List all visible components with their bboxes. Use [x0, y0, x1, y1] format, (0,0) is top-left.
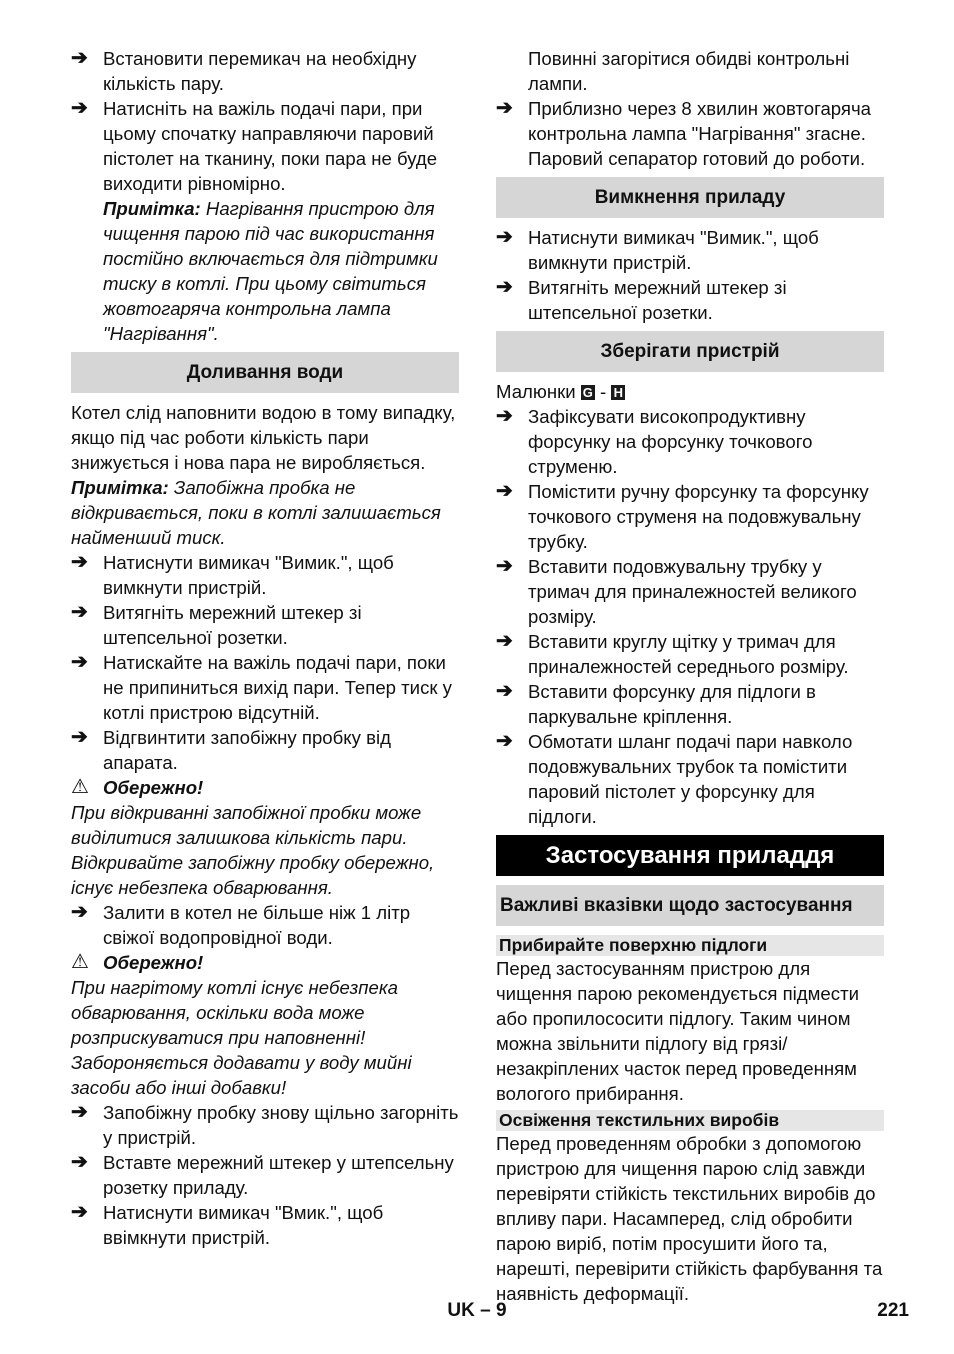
arrow-icon: ➔: [496, 630, 513, 652]
list-item: ➔ Натиснути вимикач "Вмик.", щоб ввімкнути пристрій.: [71, 1201, 384, 1248]
list-item: ➔ Натисніть на важіль подачі пари, при цьому спочатку направляючи паровий пістолет на тканину, поки пара не буде виходити рівномірно. Примітка: Нагрівання пристрою для чищення парою під час використання постійно включається для підтримки тиску в котлі. При цьому світиться жовтогаряча контрольна лампа "Нагрівання".: [71, 96, 459, 346]
list-item: ➔ Запобіжну пробку знову щільно загорніть у пристрій.: [71, 1101, 459, 1148]
paragraph: Перед застосуванням пристрою для чищення парою рекомендується підмести або пропилососити підлогу. Таким чином можна звільнити підлогу від грязі/ незакріплених часток перед проведенням вологого прибирання.: [496, 958, 859, 1104]
paragraph: Перед проведенням обробки з допомогою пристрою для чищення парою слід завжди перевіряти стійкість текстильних виробів до впливу пари. Насамперед, слід обробити парою виріб, потім просушити його та, нарешті, перевірити стійкість фарбування та наявність деформації.: [496, 1133, 883, 1304]
list-item: ➔ Відгвинтити запобіжну пробку від апарата.: [71, 726, 391, 773]
figure-g-badge: G: [582, 385, 593, 400]
arrow-icon: ➔: [71, 726, 88, 748]
section-heading-important: Важливі вказівки щодо застосування: [496, 885, 884, 926]
list-item: ➔ Помістити ручну форсунку та форсунку точкового струменя на подовжувальну трубку.: [496, 480, 869, 552]
arrow-icon: ➔: [496, 97, 513, 119]
footer-page-number: 221: [877, 1300, 909, 1321]
arrow-icon: ➔: [71, 901, 88, 923]
arrow-icon: ➔: [71, 1101, 88, 1123]
list-item: ➔ Натиснути вимикач "Вимик.", щоб вимкнути пристрій.: [71, 551, 394, 598]
note: Примітка: Запобіжна пробка не відкривається, поки в котлі залишається найменший тиск.: [71, 477, 441, 548]
list-item: ➔ Встановити перемикач на необхідну кількість пару.: [71, 47, 417, 94]
figure-h-badge: H: [611, 385, 625, 400]
warning-icon: ⚠: [71, 776, 89, 798]
warning-icon: ⚠: [71, 951, 89, 973]
list-item: ➔ Вставити форсунку для підлоги в паркувальне кріплення.: [496, 680, 816, 727]
list-item: ➔ Вставити подовжувальну трубку у тримач для приналежностей великого розміру.: [496, 555, 857, 627]
list-item: ➔ Залити в котел не більше ніж 1 літр свіжої водопровідної води.: [71, 901, 411, 948]
list-item: ➔ Витягніть мережний штекер зі штепсельної розетки.: [71, 601, 362, 648]
left-column: [71, 46, 459, 1250]
arrow-icon: ➔: [496, 405, 513, 427]
paragraph: Котел слід наповнити водою в тому випадку, якщо під час роботи кількість пари знижується і нова пара не виробляється.: [71, 402, 456, 473]
right-column: [496, 46, 884, 1306]
warning-text: При відкриванні запобіжної пробки може виділитися залишкова кількість пари. Відкривайте запобіжну пробку обережно, існує небезпека обварювання.: [71, 802, 435, 898]
list-item: ➔ Витягніть мережний штекер зі штепсельної розетки.: [496, 276, 787, 323]
arrow-icon: ➔: [71, 1201, 88, 1223]
section-heading-off: Вимкнення приладу: [496, 177, 884, 218]
list-item: ➔ Приблизно через 8 хвилин жовтогаряча контрольна лампа "Нагрівання" згасне. Паровий сепаратор готовий до роботи.: [496, 97, 872, 169]
list-item: ➔ Вставте мережний штекер у штепсельну розетку приладу.: [71, 1151, 454, 1198]
subheading-textile: Освіження текстильних виробів: [496, 1110, 884, 1131]
chapter-heading-accessories: Застосування приладдя: [496, 835, 884, 876]
warning-text: При нагрітому котлі існує небезпека обварювання, оскільки вода може розприскуватися при наповненні! Забороняється додавати у воду мийні засоби або інші добавки!: [71, 977, 412, 1098]
warning-heading: ⚠ Обережно!: [71, 776, 204, 798]
arrow-icon: ➔: [496, 730, 513, 752]
section-heading-store: Зберігати пристрій: [496, 331, 884, 372]
list-item: ➔ Натиснути вимикач "Вимик.", щоб вимкнути пристрій.: [496, 226, 819, 273]
arrow-icon: ➔: [496, 480, 513, 502]
list-item: ➔ Обмотати шланг подачі пари навколо подовжувальних трубок та помістити паровий пістолет у форсунку для підлоги.: [496, 730, 853, 827]
list-item: ➔ Вставити круглу щітку у тримач для приналежностей середнього розміру.: [496, 630, 849, 677]
arrow-icon: ➔: [71, 601, 88, 623]
section-heading-water: Доливання води: [71, 352, 459, 393]
paragraph: Повинні загорітися обидві контрольні лампи.: [528, 48, 850, 94]
warning-heading: ⚠ Обережно!: [71, 951, 204, 973]
footer-language-page: UK – 9: [447, 1300, 507, 1321]
arrow-icon: ➔: [496, 680, 513, 702]
arrow-icon: ➔: [496, 276, 513, 298]
arrow-icon: ➔: [71, 47, 88, 69]
arrow-icon: ➔: [71, 97, 88, 119]
list-item: ➔ Натискайте на важіль подачі пари, поки не припиниться вихід пари. Тепер тиск у котлі пристрою відсутній.: [71, 651, 452, 723]
note: Примітка: Нагрівання пристрою для чищення парою під час використання постійно включається для підтримки тиску в котлі. При цьому світиться жовтогаряча контрольна лампа "Нагрівання".: [103, 198, 438, 344]
subheading-floor: Прибирайте поверхню підлоги: [496, 935, 884, 956]
list-item: ➔ Зафіксувати високопродуктивну форсунку на форсунку точкового струменю.: [496, 405, 813, 477]
arrow-icon: ➔: [71, 651, 88, 673]
arrow-icon: ➔: [71, 551, 88, 573]
arrow-icon: ➔: [71, 1151, 88, 1173]
figure-reference: Малюнки G - H: [496, 379, 884, 404]
arrow-icon: ➔: [496, 555, 513, 577]
arrow-icon: ➔: [496, 226, 513, 248]
